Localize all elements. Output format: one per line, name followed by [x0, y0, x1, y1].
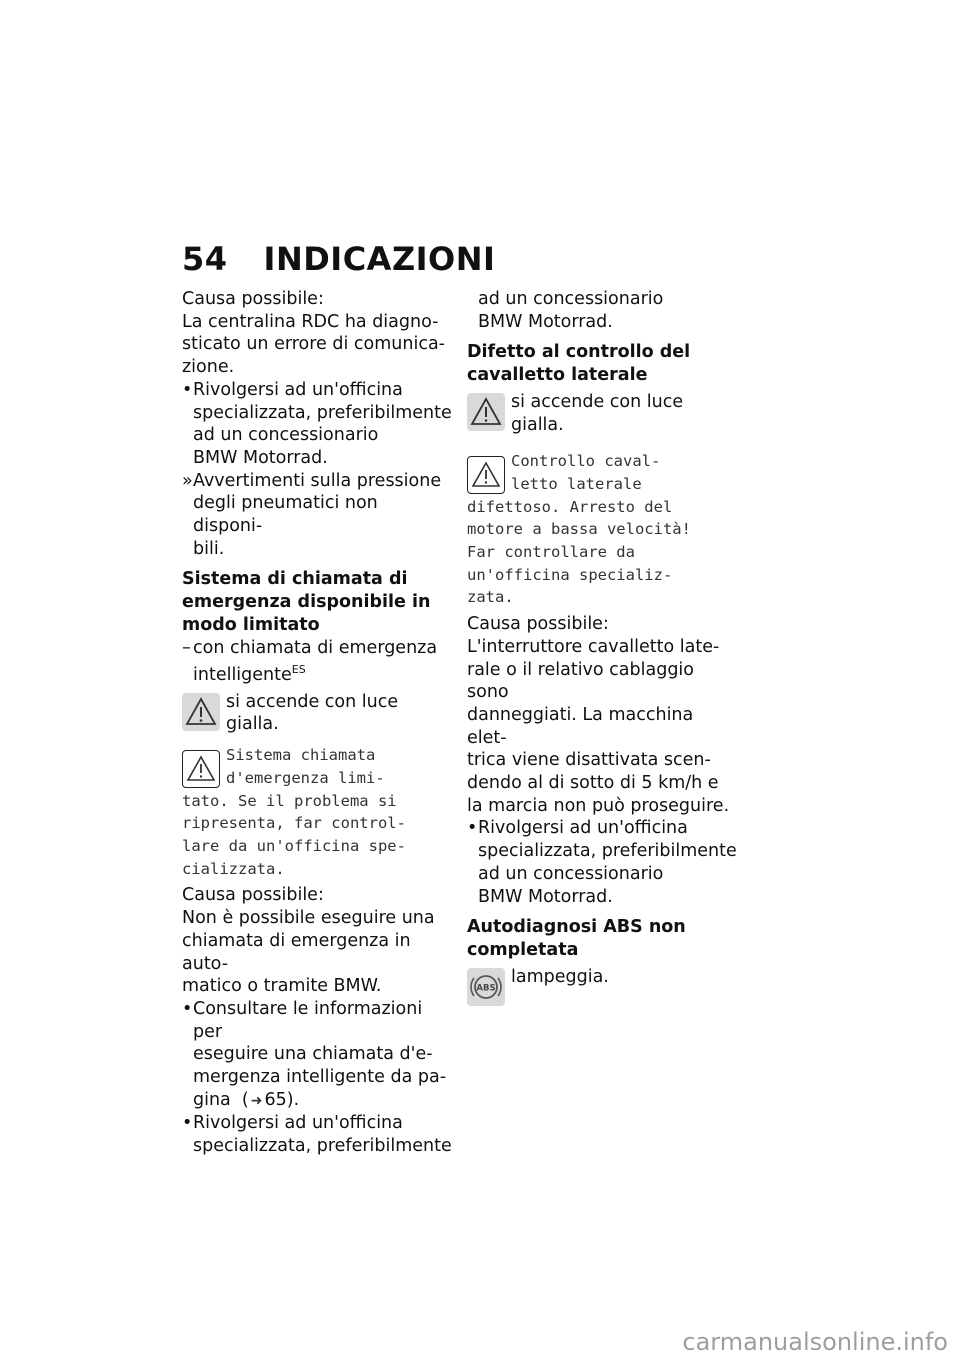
page-header: [182, 240, 495, 278]
text-line: danneggiati. La macchina elet-: [467, 704, 694, 748]
text-line: letto laterale: [511, 474, 642, 493]
text-line: tato. Se il problema si: [182, 791, 397, 810]
text-line: con chiamata di emergenza: [193, 637, 438, 658]
text-line: Rivolgersi ad un'officina: [478, 818, 688, 839]
text-line: Rivolgersi ad un'officina: [193, 1113, 403, 1134]
bullet-item: [182, 998, 452, 1113]
text-line: Difetto al controllo del: [467, 342, 691, 363]
section-title: [182, 568, 452, 636]
text-line: ad un concessionario: [478, 863, 664, 884]
superscript: ES: [291, 663, 306, 677]
text-line: un'officina specializ-: [467, 565, 673, 584]
indicator-text: si accende con luce gialla.: [226, 691, 399, 735]
bullet-item: [182, 379, 452, 470]
cause-label: Causa possibile:: [467, 614, 609, 635]
page-reference[interactable]: 65).: [264, 1089, 300, 1110]
text-line: Controllo caval-: [511, 452, 661, 471]
text-line: Sistema chiamata: [226, 746, 376, 765]
text-line: Consultare le informazioni per: [193, 998, 423, 1042]
text-line: completata: [467, 939, 579, 960]
text-line: cializzata.: [182, 859, 285, 878]
text-line: matico o tramite BMW.: [182, 976, 382, 997]
bullet-icon: •: [182, 1113, 193, 1134]
text-line: ripresenta, far control-: [182, 814, 406, 833]
text-line: rale o il relativo cablaggio sono: [467, 659, 695, 703]
text-line: mergenza intelligente da pa-: [193, 1067, 447, 1088]
continued-text: [467, 288, 737, 333]
text-line: eseguire una chiamata d'e-: [193, 1044, 433, 1065]
section-title: [467, 916, 737, 961]
page-arrow-icon[interactable]: ➜: [250, 1092, 263, 1109]
text-line: degli pneumatici non disponi-: [193, 493, 378, 537]
watermark: carmanualsonline.info: [682, 1328, 948, 1356]
abs-warning-icon: [467, 968, 505, 1006]
text-line: chiamata di emergenza in auto-: [182, 930, 411, 974]
text-line: BMW Motorrad.: [478, 886, 613, 907]
dash-icon: –: [182, 637, 191, 658]
text-line: La centralina RDC ha diagno-: [182, 311, 439, 332]
warning-triangle-icon: [182, 750, 220, 788]
text-line: specializzata, preferibilmente: [193, 1136, 452, 1157]
text-line: bili.: [193, 538, 225, 559]
text-line: Autodiagnosi ABS non: [467, 917, 686, 938]
text-line: zata.: [467, 588, 514, 607]
text-fragment: intelligente: [193, 665, 292, 686]
text-line: specializzata, preferibilmente: [478, 841, 737, 862]
text-fragment: gina: [193, 1089, 231, 1110]
bullet-icon: •: [182, 379, 193, 400]
warning-triangle-icon: [182, 693, 220, 731]
text-line: motore a bassa velocità!: [467, 520, 691, 539]
bullet-icon: •: [182, 998, 193, 1019]
text-line: BMW Motorrad.: [478, 311, 613, 332]
bullet-item: [182, 1112, 452, 1157]
text-line: emergenza disponibile in: [182, 592, 431, 613]
section-title: [467, 341, 737, 386]
text-line: ad un concessionario: [478, 289, 664, 309]
text-line: BMW Motorrad.: [193, 447, 328, 468]
cause-text: [182, 907, 452, 998]
text-line: Rivolgersi ad un'officina: [193, 379, 403, 400]
text-line: Non è possibile eseguire una: [182, 908, 435, 929]
text-line: specializzata, preferibilmente: [193, 402, 452, 423]
right-column: [467, 288, 737, 1004]
text-line: dendo al di sotto di 5 km/h e: [467, 773, 719, 794]
indicator-row: [467, 966, 737, 1004]
cause-label: Causa possibile:: [182, 289, 324, 309]
text-line: trica viene disattivata scen-: [467, 750, 711, 771]
page-title: INDICAZIONI: [263, 240, 496, 278]
cause-text: [467, 636, 737, 818]
text-line: Sistema di chiamata di: [182, 569, 408, 590]
abs-label: ABS: [476, 983, 496, 994]
indicator-row: [467, 391, 737, 436]
display-message: [182, 744, 452, 880]
dash-item: [182, 637, 452, 687]
text-line: modo limitato: [182, 614, 320, 635]
text-line: cavalletto laterale: [467, 365, 648, 386]
text-line: ad un concessionario: [193, 425, 379, 446]
indicator-row: [182, 691, 452, 736]
warning-triangle-icon: [467, 393, 505, 431]
cause-label: Causa possibile:: [182, 885, 324, 906]
text-line: lare da un'officina spe-: [182, 837, 406, 855]
reference-item[interactable]: [182, 470, 452, 561]
bullet-item: [467, 817, 737, 908]
text-line: Far controllare da: [467, 543, 635, 562]
text-line: Avvertimenti sulla pressione: [193, 470, 442, 491]
left-column: [182, 288, 452, 1158]
text-line: L'interruttore cavalletto late-: [467, 636, 720, 657]
text-line: gina ( ➜ 65).: [193, 1089, 452, 1113]
warning-triangle-icon: [467, 456, 505, 494]
text-line: d'emergenza limi-: [226, 768, 385, 787]
double-chevron-icon: »: [182, 470, 193, 491]
display-message: [467, 450, 737, 609]
cause-text: [182, 311, 452, 379]
bullet-icon: •: [467, 818, 478, 839]
text-line: [193, 659, 452, 687]
text-line: la marcia non può proseguire.: [467, 795, 730, 816]
text-line: difettoso. Arresto del: [467, 497, 673, 516]
text-line: sticato un errore di comunica-: [182, 334, 445, 355]
indicator-text: lampeggia.: [511, 966, 609, 987]
indicator-text: si accende con luce gialla.: [511, 391, 684, 435]
page-number: 54: [182, 240, 228, 278]
text-line: zione.: [182, 357, 235, 378]
